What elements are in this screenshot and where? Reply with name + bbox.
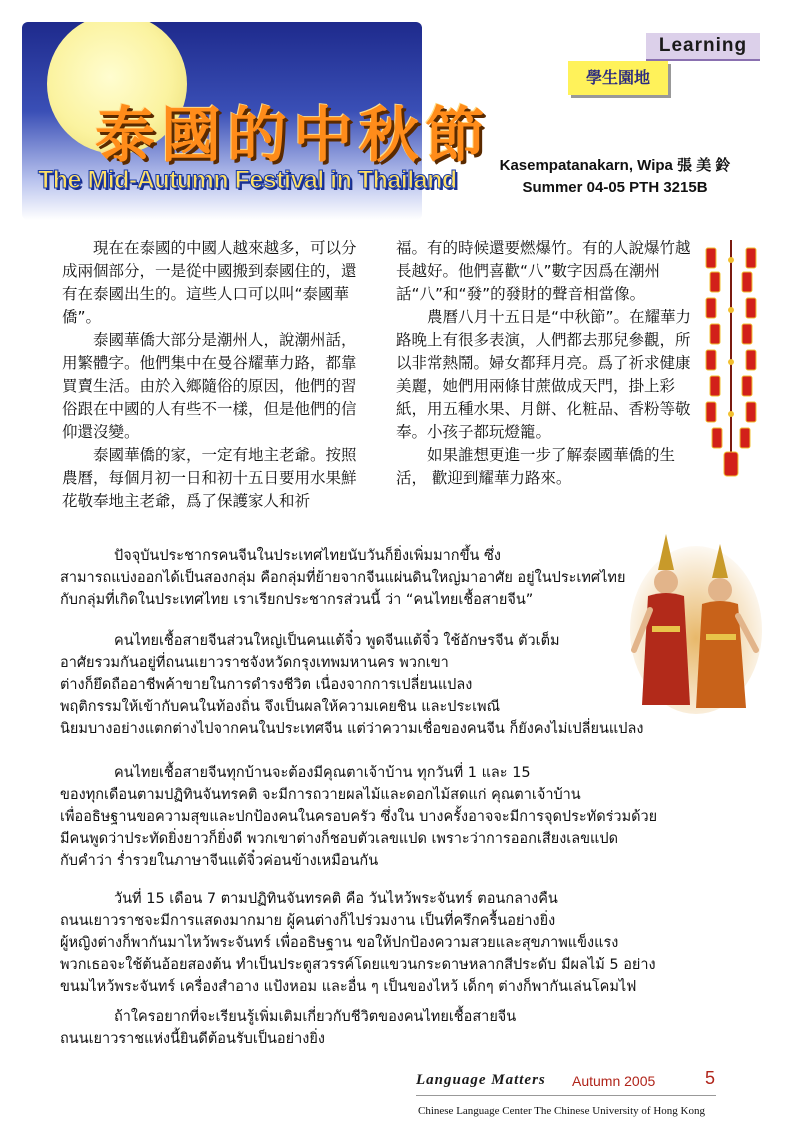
thai-line: สามารถแบ่งออกได้เป็นสองกลุ่ม คือกลุ่มที่ย้ายจากจีนแผ่นดินใหญ่มาอาศัย อยู่ในประเทศไทย — [60, 570, 626, 586]
publisher-line: Chinese Language Center The Chinese University of Hong Kong — [418, 1105, 705, 1117]
course-code: Summer 04-05 PTH 3215B — [522, 179, 708, 196]
chinese-paragraph: 福。有的時候還要燃爆竹。有的人說爆竹越長越好。他們喜歡“八”數字因爲在潮州話“八”和“發”的發財的聲音相當像。 — [396, 239, 691, 303]
magazine-title: Language Matters — [416, 1072, 546, 1088]
thai-paragraph-3 — [60, 762, 657, 872]
thai-line: มีคนพูดว่าประทัดยิ่งยาวก็ยิ่งดี พวกเขาต่างก็ชอบตัวเลขแปด เพราะว่าการออกเสียงเลขแปด — [60, 831, 618, 847]
title-chinese: 泰國的中秋節 — [95, 101, 491, 171]
issue-season: Autumn 2005 — [572, 1073, 656, 1089]
thai-line: ของทุกเดือนตามปฏิทินจันทรคติ จะมีการถวายผลไม้และดอกไม้สดแก่ คุณตาเจ้าบ้าน — [60, 787, 581, 803]
chinese-column-right — [396, 237, 701, 490]
thai-line: ผู้หญิงต่างก็พากันมาไหว้พระจันทร์ เพื่ออธิษฐาน ขอให้ปกป้องความสวยและสุขภาพแข็งแรง — [60, 935, 619, 951]
thai-line: ถนนเยาวราชแห่งนี้ยินดีต้อนรับเป็นอย่างยิ่ง — [60, 1031, 325, 1047]
thai-line: คนไทยเชื้อสายจีนทุกบ้านจะต้องมีคุณตาเจ้าบ้าน ทุกวันที่ 1 และ 15 — [114, 765, 531, 781]
thai-paragraph-1 — [60, 545, 625, 611]
thai-line: วันที่ 15 เดือน 7 ตามปฏิทินจันทรคติ คือ วันไหว้พระจันทร์ ตอนกลางคืน — [114, 891, 558, 907]
section-label: Learning — [646, 33, 760, 59]
chinese-paragraph: 農曆八月十五日是“中秋節”。在耀華力路晚上有很多表演，人們都去那兒參觀，所以非常熱鬧。婦女都拜月亮。爲了祈求健康美麗，她們用兩條甘蔗做成天門，掛上彩紙，用五種水果、月餅、化粧品、香粉等敬奉。小孩子都玩燈籠。 — [396, 308, 692, 441]
thai-line: คนไทยเชื้อสายจีนส่วนใหญ่เป็นคนแต้จิ๋ว พูดจีนแต้จิ๋ว ใช้อักษรจีน ตัวเต็ม — [114, 633, 560, 649]
thai-paragraph-4 — [60, 888, 656, 998]
author-name: Kasempatanakarn, Wipa 張 美 鈴 — [499, 157, 731, 174]
chinese-paragraph: 泰國華僑大部分是潮州人，說潮州話，用繁體字。他們集中在曼谷耀華力路，都靠買賣生活。由於入鄉隨俗的原因，他們的習俗跟在中國的人有些不一樣，但是他們的信仰還沒變。 — [62, 331, 357, 441]
thai-dancers-image — [628, 530, 763, 715]
thai-line: นิยมบางอย่างแตกต่างไปจากคนในประเทศจีน แต่ว่าความเชื่อของคนจีน ก็ยังคงไม่เปลี่ยนแปลง — [60, 721, 644, 737]
thai-line: ปัจจุบันประชากรคนจีนในประเทศไทยนับวันก็ยิ่งเพิ่มมากขึ้น ซึ่ง — [114, 548, 501, 564]
chinese-paragraph: 泰國華僑的家，一定有地主老爺。按照農曆，每個月初一日和初十五日要用水果鮮花敬奉地主老爺，爲了保護家人和祈 — [62, 446, 357, 510]
chinese-column-left — [62, 237, 362, 513]
thai-line: อาศัยรวมกันอยู่ที่ถนนเยาวราชจังหวัดกรุงเทพมหานคร พวกเขา — [60, 655, 449, 671]
thai-paragraph-5 — [60, 1006, 516, 1050]
firecracker-image — [700, 240, 762, 480]
chinese-paragraph: 現在在泰國的中國人越來越多，可以分成兩個部分，一是從中國搬到泰國住的，還有在泰國出生的。這些人口可以叫“泰國華僑”。 — [62, 239, 357, 326]
author-block — [470, 155, 760, 199]
section-tag-chinese: 學生園地 — [568, 61, 668, 95]
thai-line: ต่างก็ยึดถืออาชีพค้าขายในการดำรงชีวิต เนื่องจากการเปลี่ยนแปลง — [60, 677, 473, 693]
thai-line: ถนนเยาวราชจะมีการแสดงมากมาย ผู้คนต่างก็ไปร่วมงาน เป็นที่ครึกครื้นอย่างยิ่ง — [60, 913, 556, 929]
thai-line: เพื่ออธิษฐานขอความสุขและปกป้องคนในครอบครัว ซึ่งใน บางครั้งอาจจะมีการจุดประทัดร่วมด้วย — [60, 809, 658, 825]
page-number: 5 — [705, 1068, 716, 1088]
thai-line: พฤติกรรมให้เข้ากับคนในท้องถิ่น จึงเป็นผลให้ความเคยชิน และประเพณี — [60, 699, 501, 715]
thai-line: พวกเธอจะใช้ต้นอ้อยสองต้น ทำเป็นประตูสวรรค์โดยแขวนกระดาษหลากสีประดับ มีผลไม้ 5 อย่าง — [60, 957, 656, 973]
thai-line: กับกลุ่มที่เกิดในประเทศไทย เราเรียกประชากรส่วนนี้ ว่า “คนไทยเชื้อสายจีน” — [60, 592, 534, 608]
title-english: The Mid-Autumn Festival in Thailand — [38, 166, 457, 194]
thai-line: กับคำว่า ร่ำรวยในภาษาจีนแต้จิ๋วค่อนข้างเหมือนกัน — [60, 853, 379, 869]
thai-line: ขนมไหว้พระจันทร์ เครื่องสำอาง แป้งหอม และอื่น ๆ เป็นของไหว้ เด็กๆ ต่างก็พากันเล่นโคมไฟ — [60, 979, 637, 995]
thai-line: ถ้าใครอยากที่จะเรียนรู้เพิ่มเติมเกี่ยวกับชีวิตของคนไทยเชื้อสายจีน — [114, 1009, 517, 1025]
thai-paragraph-2 — [60, 630, 643, 740]
footer-divider — [416, 1095, 716, 1096]
chinese-paragraph: 如果誰想更進一步了解泰國華僑的生活， 歡迎到耀華力路來。 — [396, 446, 676, 487]
